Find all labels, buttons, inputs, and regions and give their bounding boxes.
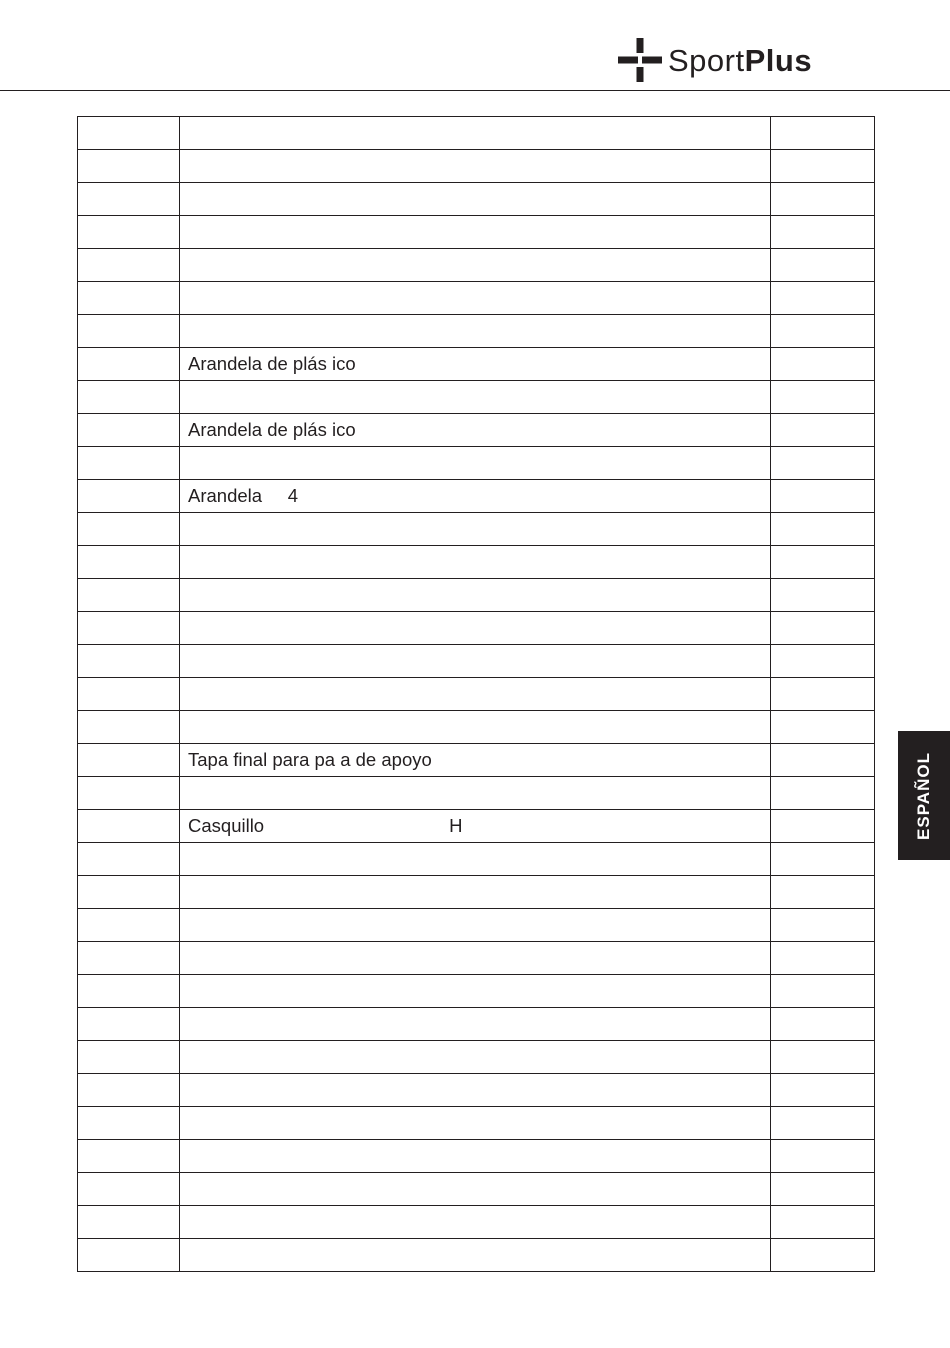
description-cell: [180, 216, 771, 249]
part-number-cell: [78, 744, 180, 777]
part-number-cell: [78, 942, 180, 975]
quantity-cell: [771, 282, 875, 315]
table-row: [78, 1140, 875, 1173]
quantity-cell: [771, 843, 875, 876]
description-cell: Arandela de plás ico: [180, 348, 771, 381]
quantity-cell: [771, 117, 875, 150]
part-number-cell: [78, 447, 180, 480]
part-number-cell: [78, 381, 180, 414]
quantity-cell: [771, 480, 875, 513]
quantity-cell: [771, 876, 875, 909]
description-cell: [180, 909, 771, 942]
part-number-cell: [78, 975, 180, 1008]
quantity-cell: [771, 744, 875, 777]
table-row: [78, 447, 875, 480]
part-number-cell: [78, 1107, 180, 1140]
description-cell: Casquillo H: [180, 810, 771, 843]
description-cell: [180, 381, 771, 414]
quantity-cell: [771, 612, 875, 645]
part-number-cell: [78, 1239, 180, 1272]
part-number-cell: [78, 1041, 180, 1074]
description-cell: [180, 711, 771, 744]
table-row: [78, 1239, 875, 1272]
part-number-cell: [78, 546, 180, 579]
quantity-cell: [771, 1239, 875, 1272]
quantity-cell: [771, 975, 875, 1008]
language-tab: [898, 731, 950, 860]
part-number-cell: [78, 678, 180, 711]
description-cell: [180, 645, 771, 678]
description-cell: [180, 282, 771, 315]
table-row: [78, 117, 875, 150]
table-row: [78, 546, 875, 579]
description-cell: Tapa final para pa a de apoyo: [180, 744, 771, 777]
part-number-cell: [78, 876, 180, 909]
part-number-cell: [78, 1140, 180, 1173]
table-row: [78, 777, 875, 810]
part-number-cell: [78, 645, 180, 678]
table-row: [78, 513, 875, 546]
quantity-cell: [771, 909, 875, 942]
table-row: [78, 810, 875, 843]
part-number-cell: [78, 1173, 180, 1206]
description-cell: [180, 1239, 771, 1272]
table-row: [78, 249, 875, 282]
quantity-cell: [771, 777, 875, 810]
part-number-cell: [78, 909, 180, 942]
description-cell: [180, 249, 771, 282]
table-row: [78, 645, 875, 678]
logo-text-light: Sport: [668, 42, 745, 78]
table-row: [78, 183, 875, 216]
parts-list-table: [77, 116, 875, 1272]
table-row: [78, 1107, 875, 1140]
quantity-cell: [771, 579, 875, 612]
description-cell: Arandela 4: [180, 480, 771, 513]
quantity-cell: [771, 216, 875, 249]
part-number-cell: [78, 810, 180, 843]
table-row: [78, 711, 875, 744]
table-row: [78, 612, 875, 645]
part-number-cell: [78, 612, 180, 645]
table-row: [78, 678, 875, 711]
table-row: [78, 876, 875, 909]
description-cell: [180, 1173, 771, 1206]
table-row: [78, 942, 875, 975]
description-cell: [180, 1074, 771, 1107]
table-row: [78, 381, 875, 414]
quantity-cell: [771, 249, 875, 282]
quantity-cell: [771, 1008, 875, 1041]
table-row: [78, 843, 875, 876]
parts-list-body: [78, 117, 875, 1272]
part-number-cell: [78, 249, 180, 282]
logo-text-bold: Plus: [744, 42, 813, 78]
quantity-cell: [771, 942, 875, 975]
description-cell: [180, 513, 771, 546]
table-row: [78, 282, 875, 315]
part-number-cell: [78, 150, 180, 183]
part-number-cell: [78, 183, 180, 216]
quantity-cell: [771, 183, 875, 216]
part-number-cell: [78, 1206, 180, 1239]
quantity-cell: [771, 678, 875, 711]
description-cell: [180, 1008, 771, 1041]
description-cell: [180, 975, 771, 1008]
description-cell: [180, 315, 771, 348]
part-number-cell: [78, 1008, 180, 1041]
description-cell: [180, 1041, 771, 1074]
table-row: [78, 150, 875, 183]
description-cell: [180, 1206, 771, 1239]
description-cell: [180, 579, 771, 612]
description-cell: [180, 117, 771, 150]
description-cell: [180, 150, 771, 183]
quantity-cell: [771, 546, 875, 579]
part-number-cell: [78, 711, 180, 744]
header-divider: [0, 90, 950, 91]
language-tab-label: ESPAÑOL: [914, 751, 934, 840]
table-row: [78, 1206, 875, 1239]
quantity-cell: [771, 645, 875, 678]
quantity-cell: [771, 810, 875, 843]
part-number-cell: [78, 315, 180, 348]
description-cell: [180, 447, 771, 480]
part-number-cell: [78, 216, 180, 249]
quantity-cell: [771, 1107, 875, 1140]
quantity-cell: [771, 447, 875, 480]
part-number-cell: [78, 777, 180, 810]
description-cell: [180, 1140, 771, 1173]
description-cell: [180, 843, 771, 876]
sportplus-logo: [618, 38, 812, 82]
table-row: [78, 315, 875, 348]
table-row: [78, 216, 875, 249]
quantity-cell: [771, 513, 875, 546]
part-number-cell: [78, 1074, 180, 1107]
quantity-cell: [771, 150, 875, 183]
quantity-cell: [771, 1140, 875, 1173]
part-number-cell: [78, 843, 180, 876]
table-row: [78, 1173, 875, 1206]
quantity-cell: [771, 414, 875, 447]
table-row: [78, 414, 875, 447]
table-row: [78, 579, 875, 612]
description-cell: [180, 183, 771, 216]
part-number-cell: [78, 579, 180, 612]
table-row: [78, 975, 875, 1008]
table-row: [78, 1041, 875, 1074]
description-cell: [180, 546, 771, 579]
quantity-cell: [771, 315, 875, 348]
table-row: [78, 480, 875, 513]
quantity-cell: [771, 1041, 875, 1074]
quantity-cell: [771, 1074, 875, 1107]
description-cell: [180, 612, 771, 645]
description-cell: [180, 678, 771, 711]
table-row: [78, 1008, 875, 1041]
part-number-cell: [78, 117, 180, 150]
quantity-cell: [771, 348, 875, 381]
cross-icon: [618, 38, 662, 82]
quantity-cell: [771, 381, 875, 414]
table-row: [78, 744, 875, 777]
part-number-cell: [78, 348, 180, 381]
description-cell: [180, 777, 771, 810]
part-number-cell: [78, 513, 180, 546]
table-row: [78, 909, 875, 942]
description-cell: Arandela de plás ico: [180, 414, 771, 447]
quantity-cell: [771, 1206, 875, 1239]
part-number-cell: [78, 480, 180, 513]
description-cell: [180, 1107, 771, 1140]
quantity-cell: [771, 711, 875, 744]
logo-wordmark: [668, 42, 813, 78]
part-number-cell: [78, 282, 180, 315]
quantity-cell: [771, 1173, 875, 1206]
table-row: [78, 348, 875, 381]
description-cell: [180, 942, 771, 975]
part-number-cell: [78, 414, 180, 447]
table-row: [78, 1074, 875, 1107]
description-cell: [180, 876, 771, 909]
